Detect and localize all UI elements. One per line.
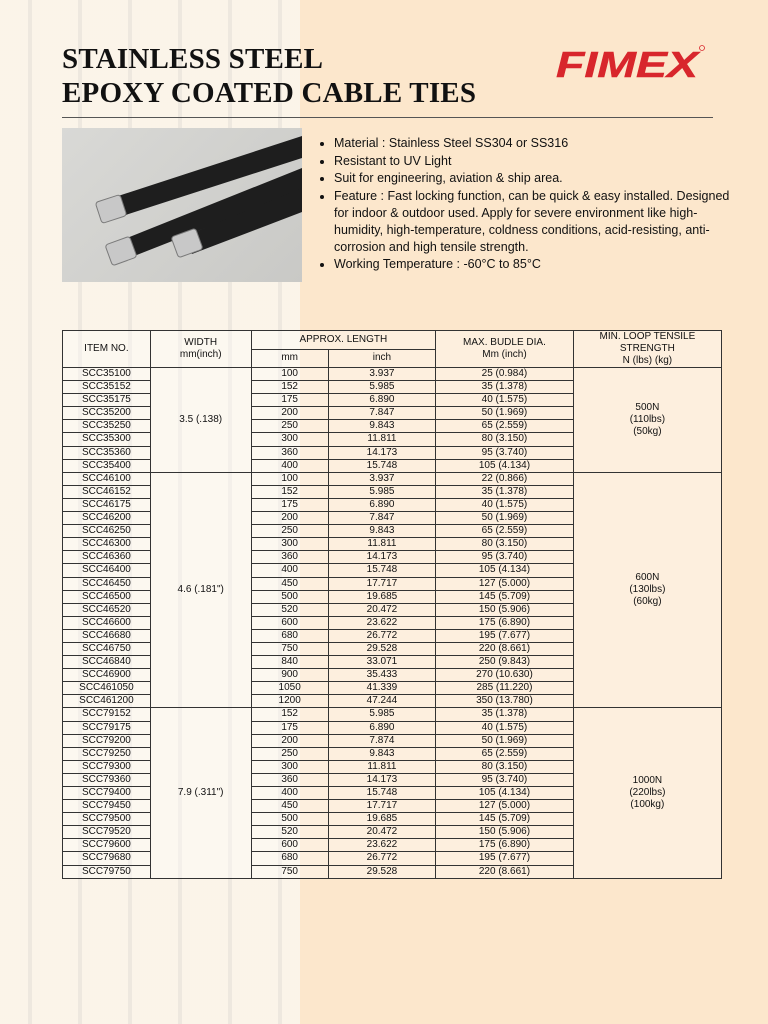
item-no-cell: SCC79152: [63, 708, 151, 721]
item-no-cell: SCC35152: [63, 381, 151, 394]
length-mm-cell: 900: [251, 669, 328, 682]
length-mm-cell: 750: [251, 642, 328, 655]
length-mm-cell: 152: [251, 485, 328, 498]
length-mm-cell: 520: [251, 603, 328, 616]
header-mm: mm: [251, 349, 328, 368]
max-dia-cell: 175 (6.890): [436, 616, 574, 629]
item-no-cell: SCC35200: [63, 407, 151, 420]
length-inch-cell: 41.339: [328, 682, 435, 695]
length-mm-cell: 250: [251, 420, 328, 433]
length-mm-cell: 360: [251, 551, 328, 564]
item-no-cell: SCC35360: [63, 446, 151, 459]
feature-item: • Resistant to UV Light: [334, 153, 734, 170]
feature-item: • Working Temperature : -60°C to 85°C: [334, 256, 734, 273]
max-dia-cell: 65 (2.559): [436, 747, 574, 760]
item-no-cell: SCC46300: [63, 538, 151, 551]
max-dia-cell: 250 (9.843): [436, 656, 574, 669]
item-no-cell: SCC461050: [63, 682, 151, 695]
item-no-cell: SCC46500: [63, 590, 151, 603]
feature-list: [316, 135, 734, 274]
table-row: [63, 708, 722, 721]
length-inch-cell: 3.937: [328, 368, 435, 381]
strength-line: 1000N: [632, 774, 663, 786]
length-mm-cell: 450: [251, 577, 328, 590]
length-mm-cell: 400: [251, 459, 328, 472]
length-inch-cell: 11.811: [328, 760, 435, 773]
length-inch-cell: 20.472: [328, 603, 435, 616]
strength-cell: [573, 368, 721, 473]
max-dia-cell: 220 (8.661): [436, 865, 574, 878]
length-mm-cell: 300: [251, 760, 328, 773]
max-dia-cell: 40 (1.575): [436, 498, 574, 511]
item-no-cell: SCC79680: [63, 852, 151, 865]
length-mm-cell: 200: [251, 512, 328, 525]
length-inch-cell: 35.433: [328, 669, 435, 682]
item-no-cell: SCC46600: [63, 616, 151, 629]
item-no-cell: SCC35400: [63, 459, 151, 472]
max-dia-cell: 195 (7.677): [436, 629, 574, 642]
item-no-cell: SCC46520: [63, 603, 151, 616]
length-inch-cell: 9.843: [328, 525, 435, 538]
length-inch-cell: 5.985: [328, 708, 435, 721]
strength-line: (100kg): [630, 799, 665, 811]
header-approx-length: APPROX. LENGTH: [251, 331, 436, 350]
max-dia-cell: 95 (3.740): [436, 446, 574, 459]
width-cell: 3.5 (.138): [150, 368, 251, 473]
item-no-cell: SCC46400: [63, 564, 151, 577]
registered-mark-icon: [700, 46, 705, 51]
item-no-cell: SCC79600: [63, 839, 151, 852]
length-mm-cell: 520: [251, 826, 328, 839]
length-mm-cell: 200: [251, 407, 328, 420]
length-inch-cell: 15.748: [328, 787, 435, 800]
max-dia-cell: 175 (6.890): [436, 839, 574, 852]
item-no-cell: SCC35175: [63, 394, 151, 407]
header-max-dia-unit: Mm (inch): [482, 349, 527, 360]
length-inch-cell: 11.811: [328, 433, 435, 446]
length-mm-cell: 500: [251, 813, 328, 826]
max-dia-cell: 195 (7.677): [436, 852, 574, 865]
max-dia-cell: 50 (1.969): [436, 734, 574, 747]
item-no-cell: SCC46900: [63, 669, 151, 682]
max-dia-cell: 80 (3.150): [436, 760, 574, 773]
length-mm-cell: 152: [251, 381, 328, 394]
length-inch-cell: 9.843: [328, 747, 435, 760]
length-inch-cell: 19.685: [328, 813, 435, 826]
page-title: [62, 42, 476, 110]
item-no-cell: SCC46680: [63, 629, 151, 642]
length-inch-cell: 19.685: [328, 590, 435, 603]
item-no-cell: SCC79175: [63, 721, 151, 734]
max-dia-cell: 127 (5.000): [436, 800, 574, 813]
max-dia-cell: 127 (5.000): [436, 577, 574, 590]
feature-item: • Material : Stainless Steel SS304 or SS316: [334, 135, 734, 152]
length-inch-cell: 20.472: [328, 826, 435, 839]
length-inch-cell: 5.985: [328, 381, 435, 394]
item-no-cell: SCC79400: [63, 787, 151, 800]
length-mm-cell: 600: [251, 839, 328, 852]
length-mm-cell: 450: [251, 800, 328, 813]
length-mm-cell: 360: [251, 773, 328, 786]
length-inch-cell: 14.173: [328, 551, 435, 564]
max-dia-cell: 285 (11.220): [436, 682, 574, 695]
length-mm-cell: 300: [251, 433, 328, 446]
header-width-label: WIDTH: [184, 337, 218, 348]
header-min-loop-unit: N (lbs) (kg): [622, 355, 673, 366]
fimex-logo: [556, 44, 706, 84]
item-no-cell: SCC46360: [63, 551, 151, 564]
spec-table-body: [63, 368, 722, 879]
length-inch-cell: 6.890: [328, 721, 435, 734]
max-dia-cell: 105 (4.134): [436, 564, 574, 577]
max-dia-cell: 95 (3.740): [436, 551, 574, 564]
length-mm-cell: 200: [251, 734, 328, 747]
max-dia-cell: 80 (3.150): [436, 433, 574, 446]
length-inch-cell: 23.622: [328, 616, 435, 629]
length-inch-cell: 29.528: [328, 865, 435, 878]
length-mm-cell: 250: [251, 525, 328, 538]
length-mm-cell: 400: [251, 564, 328, 577]
item-no-cell: SCC79500: [63, 813, 151, 826]
max-dia-cell: 220 (8.661): [436, 642, 574, 655]
max-dia-cell: 35 (1.378): [436, 485, 574, 498]
max-dia-cell: 105 (4.134): [436, 459, 574, 472]
header-max-dia: [436, 331, 574, 368]
title-line-2: EPOXY COATED CABLE TIES: [62, 77, 477, 109]
strength-line: (130lbs): [629, 584, 666, 596]
max-dia-cell: 35 (1.378): [436, 708, 574, 721]
header-item-no: ITEM NO.: [63, 331, 151, 368]
item-no-cell: SCC46200: [63, 512, 151, 525]
length-mm-cell: 250: [251, 747, 328, 760]
item-no-cell: SCC79250: [63, 747, 151, 760]
strength-line: 500N: [635, 401, 660, 413]
length-mm-cell: 100: [251, 472, 328, 485]
length-mm-cell: 300: [251, 538, 328, 551]
item-no-cell: SCC79300: [63, 760, 151, 773]
table-row: [63, 368, 722, 381]
length-mm-cell: 175: [251, 394, 328, 407]
feature-item: • Feature : Fast locking function, can be quick & easy installed. Designed for indoor & outdoor used. Apply for severe environment like high-humidity, high-temperature, coldness conditions, acid-resisting, anti-corrosion and high tensile strength.: [334, 188, 734, 256]
length-inch-cell: 26.772: [328, 629, 435, 642]
item-no-cell: SCC46250: [63, 525, 151, 538]
length-inch-cell: 14.173: [328, 446, 435, 459]
length-mm-cell: 600: [251, 616, 328, 629]
length-inch-cell: 26.772: [328, 852, 435, 865]
item-no-cell: SCC46450: [63, 577, 151, 590]
length-inch-cell: 17.717: [328, 577, 435, 590]
length-inch-cell: 6.890: [328, 394, 435, 407]
strength-line: (60kg): [633, 596, 662, 608]
length-inch-cell: 29.528: [328, 642, 435, 655]
max-dia-cell: 65 (2.559): [436, 420, 574, 433]
product-photo: [62, 128, 302, 282]
length-inch-cell: 15.748: [328, 564, 435, 577]
spec-table: [62, 330, 722, 879]
item-no-cell: SCC35100: [63, 368, 151, 381]
item-no-cell: SCC79750: [63, 865, 151, 878]
max-dia-cell: 105 (4.134): [436, 787, 574, 800]
title-line-1: STAINLESS STEEL: [62, 43, 324, 75]
length-mm-cell: 1200: [251, 695, 328, 708]
strength-line: (220lbs): [629, 787, 666, 798]
item-no-cell: SCC46840: [63, 656, 151, 669]
length-mm-cell: 175: [251, 721, 328, 734]
length-inch-cell: 11.811: [328, 538, 435, 551]
item-no-cell: SCC79360: [63, 773, 151, 786]
header-max-dia-label: MAX. BUDLE DIA.: [463, 337, 546, 348]
length-mm-cell: 152: [251, 708, 328, 721]
header-width: [150, 331, 251, 368]
length-inch-cell: 5.985: [328, 485, 435, 498]
length-inch-cell: 14.173: [328, 773, 435, 786]
header-min-loop: [573, 331, 721, 368]
length-inch-cell: 7.874: [328, 734, 435, 747]
max-dia-cell: 145 (5.709): [436, 590, 574, 603]
strength-line: 600N: [635, 571, 660, 583]
strength-cell: [573, 708, 721, 878]
length-inch-cell: 6.890: [328, 498, 435, 511]
max-dia-cell: 40 (1.575): [436, 394, 574, 407]
header-min-loop-label: MIN. LOOP TENSILE STRENGTH: [599, 331, 696, 354]
max-dia-cell: 65 (2.559): [436, 525, 574, 538]
length-mm-cell: 680: [251, 852, 328, 865]
width-cell: 4.6 (.181"): [150, 472, 251, 708]
item-no-cell: SCC46175: [63, 498, 151, 511]
max-dia-cell: 50 (1.969): [436, 512, 574, 525]
length-mm-cell: 500: [251, 590, 328, 603]
max-dia-cell: 150 (5.906): [436, 826, 574, 839]
max-dia-cell: 35 (1.378): [436, 381, 574, 394]
max-dia-cell: 350 (13.780): [436, 695, 574, 708]
max-dia-cell: 22 (0.866): [436, 472, 574, 485]
max-dia-cell: 145 (5.709): [436, 813, 574, 826]
length-inch-cell: 17.717: [328, 800, 435, 813]
item-no-cell: SCC79520: [63, 826, 151, 839]
length-mm-cell: 1050: [251, 682, 328, 695]
header-inch: inch: [328, 349, 435, 368]
max-dia-cell: 50 (1.969): [436, 407, 574, 420]
logo-text: FIMEX: [556, 44, 701, 84]
length-mm-cell: 750: [251, 865, 328, 878]
width-cell: 7.9 (.311"): [150, 708, 251, 878]
max-dia-cell: 95 (3.740): [436, 773, 574, 786]
length-mm-cell: 680: [251, 629, 328, 642]
length-inch-cell: 7.847: [328, 512, 435, 525]
strength-cell: [573, 472, 721, 708]
cable-ties-image: [62, 128, 302, 282]
item-no-cell: SCC35300: [63, 433, 151, 446]
length-mm-cell: 360: [251, 446, 328, 459]
header-width-unit: mm(inch): [179, 349, 222, 360]
length-inch-cell: 33.071: [328, 656, 435, 669]
length-mm-cell: 100: [251, 368, 328, 381]
item-no-cell: SCC79450: [63, 800, 151, 813]
strength-line: (50kg): [633, 425, 662, 437]
length-mm-cell: 400: [251, 787, 328, 800]
item-no-cell: SCC35250: [63, 420, 151, 433]
length-inch-cell: 3.937: [328, 472, 435, 485]
header-divider: [62, 117, 713, 118]
item-no-cell: SCC46750: [63, 642, 151, 655]
length-mm-cell: 840: [251, 656, 328, 669]
item-no-cell: SCC46100: [63, 472, 151, 485]
max-dia-cell: 150 (5.906): [436, 603, 574, 616]
strength-line: (110lbs): [629, 413, 666, 425]
length-inch-cell: 9.843: [328, 420, 435, 433]
max-dia-cell: 25 (0.984): [436, 368, 574, 381]
max-dia-cell: 80 (3.150): [436, 538, 574, 551]
length-inch-cell: 15.748: [328, 459, 435, 472]
item-no-cell: SCC79200: [63, 734, 151, 747]
length-inch-cell: 47.244: [328, 695, 435, 708]
item-no-cell: SCC461200: [63, 695, 151, 708]
length-inch-cell: 7.847: [328, 407, 435, 420]
length-inch-cell: 23.622: [328, 839, 435, 852]
item-no-cell: SCC46152: [63, 485, 151, 498]
length-mm-cell: 175: [251, 498, 328, 511]
table-row: [63, 472, 722, 485]
max-dia-cell: 270 (10.630): [436, 669, 574, 682]
feature-item: • Suit for engineering, aviation & ship area.: [334, 170, 734, 187]
max-dia-cell: 40 (1.575): [436, 721, 574, 734]
